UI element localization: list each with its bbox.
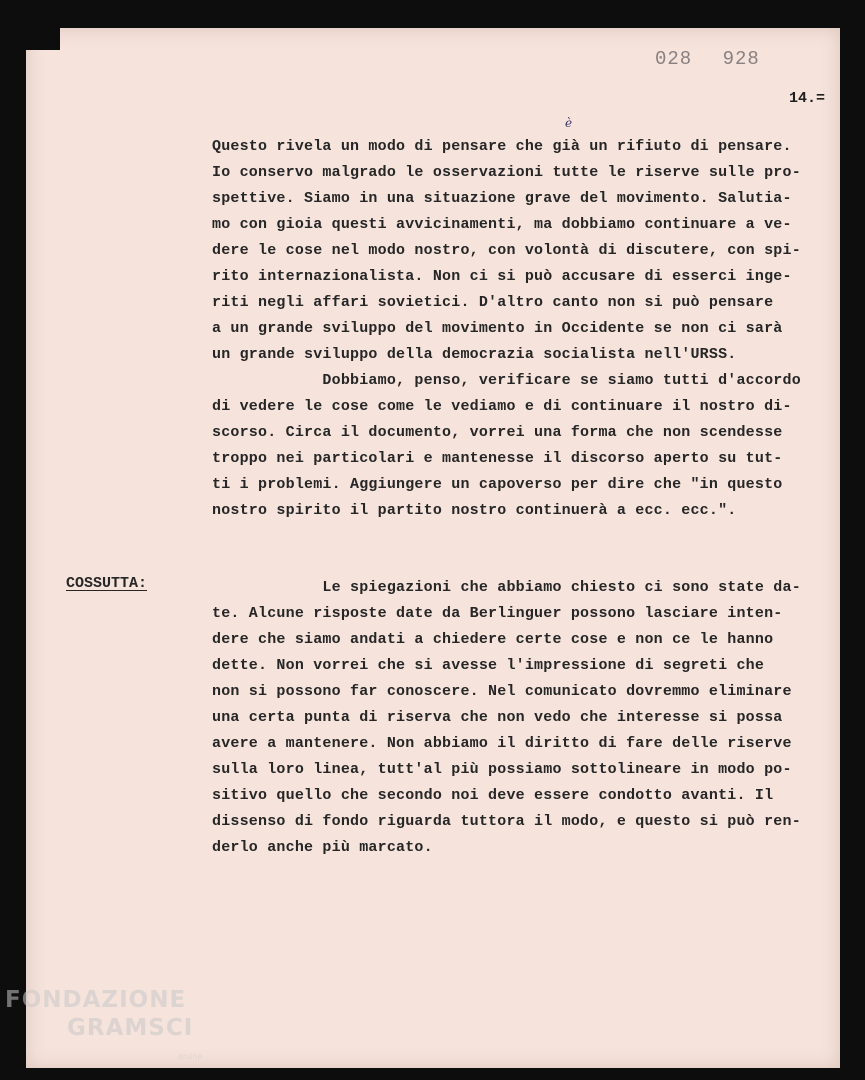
text-line: non si possono far conoscere. Nel comunicato dovremmo eliminare: [212, 683, 792, 700]
text-line: Dobbiamo, penso, verificare se siamo tutti d'accordo: [212, 372, 801, 389]
text-line: Questo rivela un modo di pensare che già un rifiuto di pensare.: [212, 138, 792, 155]
handwritten-correction: è: [565, 116, 573, 130]
page-corner-notch: [26, 28, 60, 50]
text-line: sitivo quello che secondo noi deve essere condotto avanti. Il: [212, 787, 774, 804]
text-line: dere le cose nel modo nostro, con volontà di discutere, con spi-: [212, 242, 801, 259]
text-line: Io conservo malgrado le osservazioni tutte le riserve sulle pro-: [212, 164, 801, 181]
text-line: dere che siamo andati a chiedere certe cose e non ce le hanno: [212, 631, 774, 648]
text-line: un grande sviluppo della democrazia socialista nell'URSS.: [212, 346, 737, 363]
watermark-tag: online: [178, 1052, 203, 1061]
watermark-line-1: FONDAZIONE: [5, 987, 187, 1013]
text-line: una certa punta di riserva che non vedo che interesse si possa: [212, 709, 783, 726]
paragraph-2: [212, 575, 827, 861]
text-line: rito internazionalista. Non ci si può accusare di esserci inge-: [212, 268, 792, 285]
text-line: dette. Non vorrei che si avesse l'impressione di segreti che: [212, 657, 765, 674]
page-number: 14.=: [789, 90, 826, 107]
text-line: ti i problemi. Aggiungere un capoverso per dire che "in questo: [212, 476, 783, 493]
watermark-line-2: GRAMSCI: [67, 1015, 194, 1041]
text-line: a un grande sviluppo del movimento in Occidente se non ci sarà: [212, 320, 783, 337]
text-line: troppo nei particolari e mantenesse il discorso aperto su tut-: [212, 450, 783, 467]
text-line: mo con gioia questi avvicinamenti, ma dobbiamo continuare a ve-: [212, 216, 792, 233]
text-line: derlo anche più marcato.: [212, 839, 433, 856]
text-line: scorso. Circa il documento, vorrei una forma che non scendesse: [212, 424, 783, 441]
text-line: riti negli affari sovietici. D'altro canto non si può pensare: [212, 294, 774, 311]
archive-number: 028 928: [655, 48, 760, 70]
text-line: nostro spirito il partito nostro continuerà a ecc. ecc.".: [212, 502, 737, 519]
text-line: sulla loro linea, tutt'al più possiamo sottolineare in modo po-: [212, 761, 792, 778]
fondazione-gramsci-watermark: [5, 986, 193, 1042]
text-line: dissenso di fondo riguarda tuttora il modo, e questo si può ren-: [212, 813, 801, 830]
text-line: te. Alcune risposte date da Berlinguer possono lasciare inten-: [212, 605, 783, 622]
paragraph-1: [212, 134, 827, 524]
text-line: Le spiegazioni che abbiamo chiesto ci sono state da-: [212, 579, 801, 596]
speaker-name: COSSUTTA:: [66, 575, 148, 592]
text-line: spettive. Siamo in una situazione grave del movimento. Salutia-: [212, 190, 792, 207]
text-line: di vedere le cose come le vediamo e di continuare il nostro di-: [212, 398, 792, 415]
text-line: avere a mantenere. Non abbiamo il diritto di fare delle riserve: [212, 735, 792, 752]
